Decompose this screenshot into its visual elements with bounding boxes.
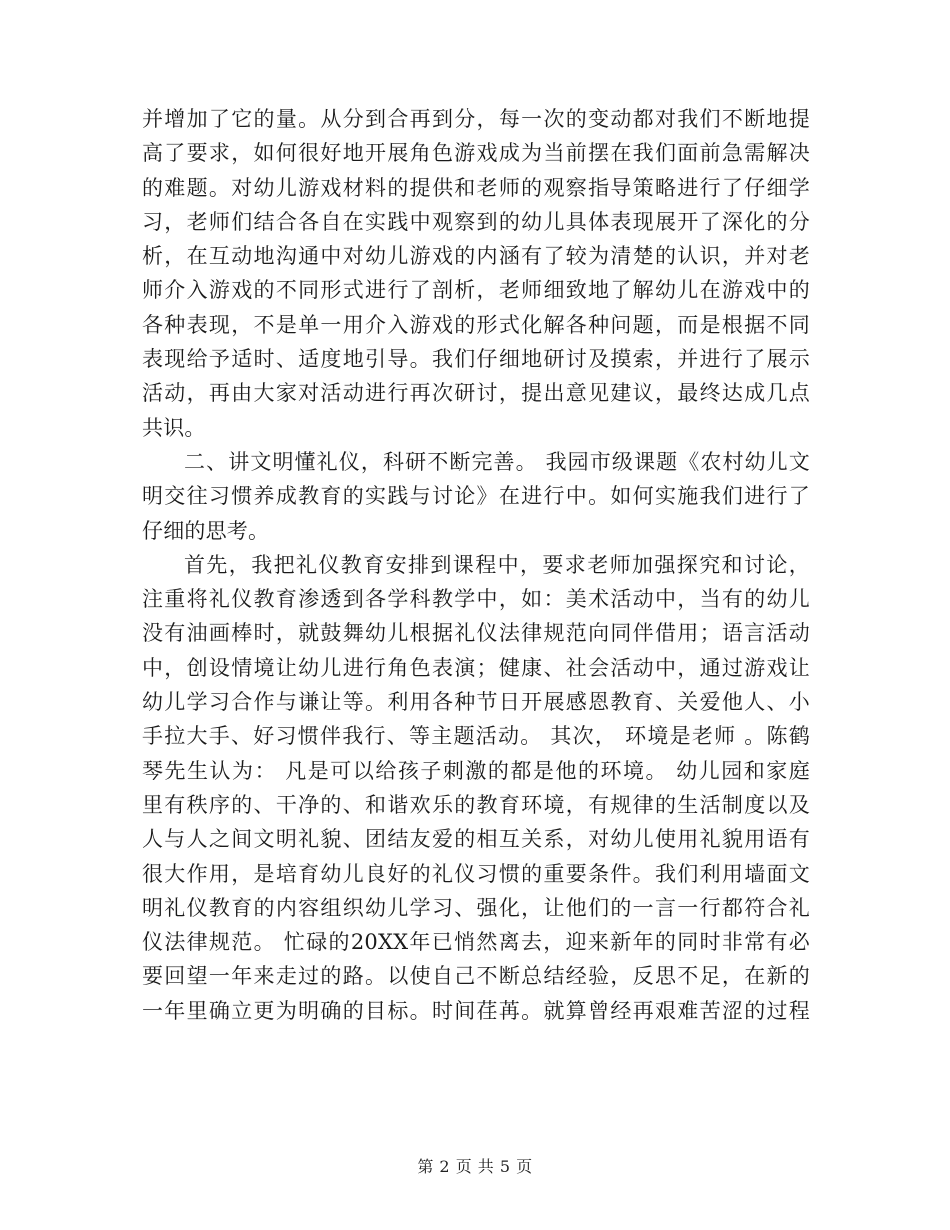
text-line: 明交往习惯养成教育的实践与讨论》在进行中。如何实施我们进行了 xyxy=(142,484,810,509)
text-line: 各种表现，不是单一用介入游戏的形式化解各种问题，而是根据不同 xyxy=(142,312,810,337)
text-line: 的难题。对幼儿游戏材料的提供和老师的观察指导策略进行了仔细学 xyxy=(142,175,810,200)
text-line: 明礼仪教育的内容组织幼儿学习、强化，让他们的一言一行都符合礼 xyxy=(142,895,810,920)
text-line: 习，老师们结合各自在实践中观察到的幼儿具体表现展开了深化的分 xyxy=(142,209,810,234)
text-line: 析，在互动地沟通中对幼儿游戏的内涵有了较为清楚的认识，并对老 xyxy=(142,244,810,269)
text-line: 手拉大手、好习惯伴我行、等主题活动。 其次， 环境是老师 。陈鹤 xyxy=(142,724,810,749)
text-line: 里有秩序的、干净的、和谐欢乐的教育环境，有规律的生活制度以及 xyxy=(142,792,810,817)
page-number-footer: 第 2 页 共 5 页 xyxy=(417,1157,533,1176)
text-line: 仪法律规范。 忙碌的20XX年已悄然离去，迎来新年的同时非常有必 xyxy=(142,930,810,955)
document-body xyxy=(142,102,810,1028)
text-line: 人与人之间文明礼貌、团结友爱的相互关系，对幼儿使用礼貌用语有 xyxy=(142,827,810,852)
text-line: 师介入游戏的不同形式进行了剖析，老师细致地了解幼儿在游戏中的 xyxy=(142,278,810,303)
text-line: 一年里确立更为明确的目标。时间荏苒。就算曾经再艰难苦涩的过程 xyxy=(142,998,810,1023)
text-line: 注重将礼仪教育渗透到各学科教学中，如：美术活动中，当有的幼儿 xyxy=(142,587,810,612)
text-line: 琴先生认为： 凡是可以给孩子刺激的都是他的环境。 幼儿园和家庭 xyxy=(142,758,810,783)
text-line: 表现给予适时、适度地引导。我们仔细地研讨及摸索，并进行了展示 xyxy=(142,347,810,372)
text-line: 并增加了它的量。从分到合再到分，每一次的变动都对我们不断地提 xyxy=(142,107,810,131)
text-line: 要回望一年来走过的路。以使自己不断总结经验，反思不足，在新的 xyxy=(142,964,810,989)
paragraph-start-line: 首先，我把礼仪教育安排到课程中，要求老师加强探究和讨论， xyxy=(184,552,810,577)
text-line: 幼儿学习合作与谦让等。利用各种节日开展感恩教育、关爱他人、小 xyxy=(142,690,810,715)
text-line: 活动，再由大家对活动进行再次研讨，提出意见建议，最终达成几点 xyxy=(142,381,810,406)
text-line: 没有油画棒时，就鼓舞幼儿根据礼仪法律规范向同伴借用；语言活动 xyxy=(142,621,810,646)
text-line: 中，创设情境让幼儿进行角色表演；健康、社会活动中，通过游戏让 xyxy=(142,655,810,680)
text-line: 高了要求，如何很好地开展角色游戏成为当前摆在我们面前急需解决 xyxy=(142,141,810,166)
text-line: 很大作用，是培育幼儿良好的礼仪习惯的重要条件。我们利用墙面文 xyxy=(142,861,810,886)
section-heading-line: 二、讲文明懂礼仪，科研不断完善。 我园市级课题《农村幼儿文 xyxy=(184,449,810,474)
text-line: 仔细的思考。 xyxy=(142,518,270,543)
text-line: 共识。 xyxy=(142,415,206,440)
